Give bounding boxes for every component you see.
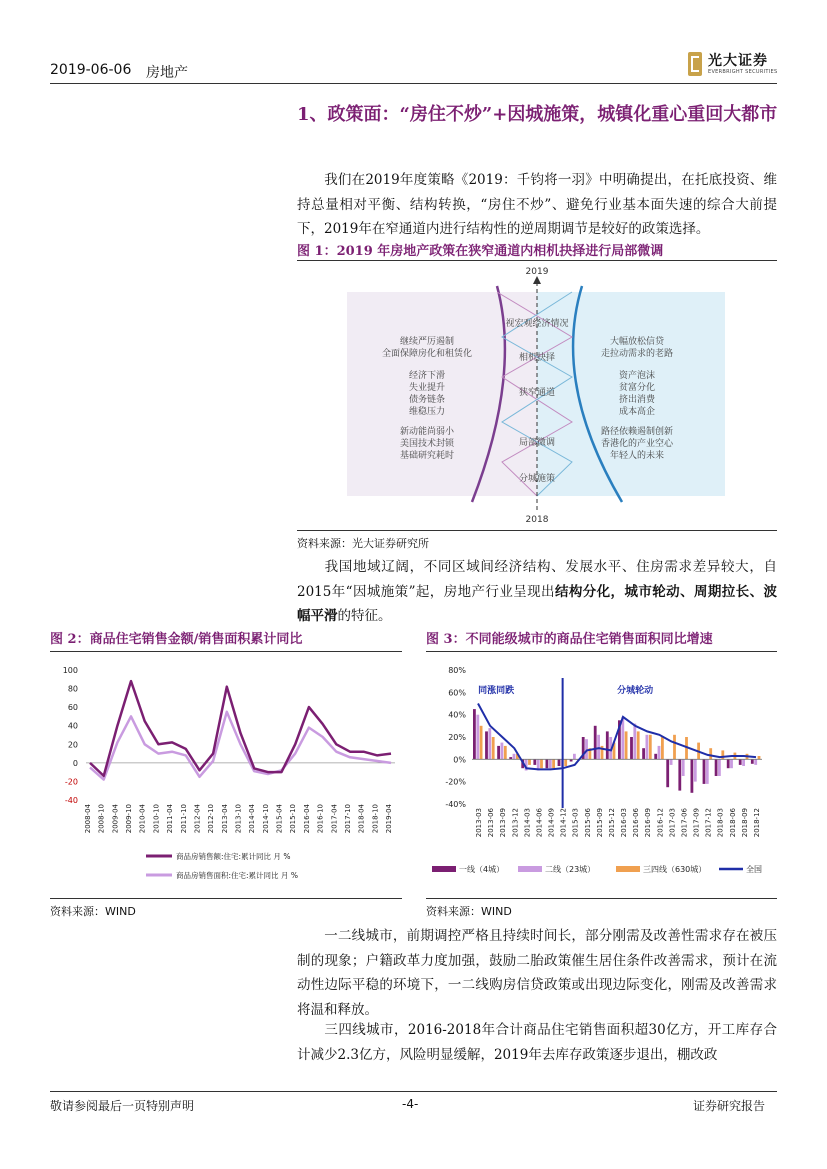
right-item: 贫富分化	[618, 383, 656, 393]
bar	[625, 731, 628, 759]
left-item: 全面保障房化和租赁化	[381, 349, 473, 359]
bar	[585, 739, 588, 759]
bar	[730, 759, 733, 768]
x-tick-label: 2017-04	[330, 804, 339, 834]
x-tick-label: 2018-06	[728, 808, 737, 838]
bar	[715, 759, 718, 776]
x-tick-label: 2016-06	[632, 808, 641, 838]
page-number: -4-	[402, 1097, 419, 1111]
report-date: 2019-06-06	[50, 62, 132, 78]
x-tick-label: 2018-09	[740, 808, 749, 838]
bar	[649, 735, 652, 760]
annotation-label: 同涨同跌	[478, 686, 515, 696]
x-tick-label: 2013-03	[475, 808, 484, 838]
y-tick-label: 60%	[448, 688, 466, 698]
center-item: 分城施策	[518, 474, 556, 484]
figure2-source: 资料来源：WIND	[50, 905, 136, 918]
x-tick-label: 2014-03	[523, 808, 532, 838]
bar	[488, 728, 491, 759]
bar	[673, 735, 676, 760]
y-tick-label: 40%	[448, 710, 466, 720]
figure1-title: 图 1：2019 年房地产政策在狭窄通道内相机抉择进行局部微调	[297, 244, 664, 259]
y-tick-label: -20%	[445, 777, 466, 787]
legend-swatch	[432, 866, 456, 872]
legend-label: 全国	[746, 865, 762, 874]
y-tick-label: 60	[67, 703, 78, 713]
bar	[630, 737, 633, 759]
x-tick-label: 2008-10	[97, 804, 106, 834]
bar	[633, 724, 636, 760]
bar	[646, 735, 649, 760]
bar	[709, 748, 712, 759]
bar	[703, 759, 706, 784]
footer-report-type: 证券研究报告	[693, 1099, 766, 1113]
figure3-rule	[426, 651, 777, 652]
bar	[742, 759, 745, 766]
right-item: 资产泡沫	[618, 371, 656, 381]
bar	[473, 709, 476, 759]
bar	[594, 726, 597, 760]
paragraph-highlight: 结构分化，城市轮动、周期拉长、波幅平滑	[297, 583, 777, 624]
x-tick-label: 2013-12	[511, 808, 520, 838]
x-tick-label: 2017-03	[668, 808, 677, 838]
x-tick-label: 2018-04	[357, 804, 366, 834]
bar	[654, 754, 657, 760]
x-tick-label: 2019-04	[385, 804, 393, 834]
legend-label: 商品房销售额:住宅:累计同比 月 %	[176, 852, 291, 861]
bar	[597, 735, 600, 760]
x-tick-label: 2015-10	[289, 804, 298, 834]
x-tick-label: 2014-12	[559, 808, 568, 838]
bar	[739, 759, 742, 765]
bar	[549, 759, 552, 768]
right-item: 香港化的产业空心	[600, 439, 674, 449]
legend-swatch	[518, 866, 542, 872]
bar	[480, 726, 483, 760]
figure1-rule	[297, 260, 777, 261]
bar	[661, 737, 664, 759]
x-tick-label: 2009-04	[111, 804, 120, 834]
center-item: 相机抉择	[518, 353, 556, 363]
bar	[637, 731, 640, 759]
y-tick-label: 80	[67, 684, 78, 694]
x-tick-label: 2016-12	[656, 808, 665, 838]
bar	[533, 759, 536, 765]
y-tick-label: 40	[67, 721, 78, 731]
x-tick-label: 2014-10	[261, 804, 270, 834]
x-tick-label: 2015-09	[595, 808, 604, 838]
bar	[606, 731, 609, 759]
paragraph-text: 三四线城市，2016-2018年合计商品住宅销售面积超30亿方，开工库存合计减少2.3亿方，风险明显缓解，2019年去库存政策逐步退出，棚改政	[297, 1022, 777, 1063]
figure1-diagram	[297, 262, 777, 530]
bar	[546, 759, 549, 768]
bar	[706, 759, 709, 784]
series-line	[90, 681, 391, 776]
x-tick-label: 2013-06	[487, 808, 496, 838]
figure3-source: 资料来源：WIND	[426, 905, 512, 918]
legend-label: 三四线（630城）	[643, 865, 707, 874]
center-item: 局部微调	[518, 438, 556, 448]
bar	[552, 759, 555, 768]
x-tick-label: 2010-10	[152, 804, 161, 834]
paragraph-strategy	[297, 168, 777, 242]
logo-text-en: EVERBRIGHT SECURITIES	[708, 69, 778, 75]
paragraph-regional	[297, 555, 777, 629]
y-tick-label: -40	[64, 796, 78, 805]
paragraph-tier12	[297, 924, 777, 1022]
bar	[558, 759, 561, 766]
bar	[476, 715, 479, 760]
figure3-title: 图 3：不同能级城市的商品住宅销售面积同比增速	[426, 632, 713, 647]
bar	[497, 746, 500, 759]
right-item: 走拉动需求的老路	[600, 349, 674, 359]
logo-text-cn: 光大证券	[708, 53, 768, 69]
bar	[678, 759, 681, 790]
footer-divider	[50, 1091, 777, 1092]
bar	[751, 759, 754, 764]
left-item: 债务链条	[408, 395, 446, 405]
bar	[727, 759, 730, 768]
annotation-label: 分城轮动	[617, 686, 654, 696]
x-tick-label: 2015-03	[571, 808, 580, 838]
bar	[621, 717, 624, 759]
center-item: 视宏观经济情况	[505, 319, 569, 329]
right-item: 大幅放松信贷	[609, 337, 665, 347]
y-tick-label: 20	[67, 740, 78, 750]
paragraph-tier34	[297, 1018, 777, 1067]
legend-label: 二线（23城）	[545, 865, 596, 874]
x-tick-label: 2017-09	[692, 808, 701, 838]
bar	[691, 759, 694, 793]
report-category: 房地产	[146, 65, 188, 81]
legend-label: 商品房销售面积:住宅:累计同比 月 %	[176, 871, 298, 880]
bar	[513, 754, 516, 760]
left-item: 新动能尚弱小	[399, 427, 455, 437]
x-tick-label: 2018-10	[371, 804, 380, 834]
bar	[682, 759, 685, 776]
label-2018: 2018	[525, 515, 549, 525]
bar	[666, 759, 669, 787]
bar	[694, 759, 697, 781]
y-tick-label: -40%	[445, 800, 466, 809]
company-logo	[688, 50, 780, 80]
y-tick-label: 100	[62, 666, 78, 675]
bar	[492, 737, 495, 759]
paragraph-text: 我国地域辽阔，不同区域间经济结构、发展水平、住房需求差异较大，自2015年“因城施策”起，房地产行业呈现出	[297, 559, 777, 600]
x-tick-label: 2010-04	[138, 804, 147, 834]
figure2-chart	[50, 654, 402, 894]
x-tick-label: 2016-04	[302, 804, 311, 834]
y-tick-label: -20	[64, 777, 78, 787]
x-tick-label: 2008-04	[84, 804, 92, 834]
paragraph-text: 一二线城市，前期调控严格且持续时间长，部分刚需及改善性需求存在被压制的现象；户籍政革力度加强，鼓励二胎政策催生居住条件改善需求，预计在流动性边际平稳的环境下，一二线购房信贷政策或出现边际变化，刚需及改善需求将温和释放。	[297, 928, 777, 1018]
left-item: 经济下滑	[408, 371, 446, 381]
y-tick-label: 80%	[448, 666, 466, 675]
paragraph-text: 我们在2019年度策略《2019：千钧将一羽》中明确提出，在托底投资、维持总量相对平衡、结构转换，“房住不炒”、避免行业基本面失速的综合大前提下，2019年在窄通道内进行结构性的逆周期调节是较好的政策选择。	[297, 172, 777, 237]
bar	[658, 746, 661, 759]
x-tick-label: 2018-03	[716, 808, 725, 838]
right-item: 挤出消费	[618, 395, 656, 405]
bar	[504, 746, 507, 759]
x-tick-label: 2011-04	[166, 804, 175, 834]
x-tick-label: 2013-09	[499, 808, 508, 838]
bar	[758, 756, 761, 759]
figure2-rule	[50, 651, 402, 652]
x-tick-label: 2017-06	[680, 808, 689, 838]
logo-mark-icon	[688, 52, 702, 76]
footer-disclaimer: 敬请参阅最后一页特别声明	[50, 1099, 195, 1113]
x-tick-label: 2013-04	[220, 804, 229, 834]
x-tick-label: 2016-10	[316, 804, 325, 834]
bar	[721, 750, 724, 759]
bar	[573, 754, 576, 760]
label-2019: 2019	[525, 267, 549, 277]
bar	[540, 759, 543, 768]
y-tick-label: 0	[72, 758, 78, 768]
x-tick-label: 2015-12	[607, 808, 616, 838]
bar	[718, 759, 721, 776]
bar	[642, 748, 645, 759]
figure1-source: 资料来源：光大证券研究所	[297, 537, 429, 550]
legend-label: 一线（4城）	[459, 865, 505, 874]
right-item: 路径依赖遏制创新	[600, 427, 674, 437]
bar	[485, 731, 488, 759]
x-tick-label: 2017-10	[343, 804, 352, 834]
left-item: 继续严厉遏制	[399, 337, 455, 347]
bar	[670, 759, 673, 765]
figure3-chart	[426, 654, 777, 894]
bar	[754, 759, 757, 765]
x-tick-label: 2014-09	[547, 808, 556, 838]
left-item: 维稳压力	[408, 407, 446, 417]
bar	[501, 743, 504, 760]
bar	[528, 759, 531, 765]
x-tick-label: 2015-04	[275, 804, 284, 834]
right-item: 年轻人的未来	[609, 451, 665, 461]
legend-swatch	[616, 866, 640, 872]
x-tick-label: 2016-03	[620, 808, 629, 838]
paragraph-text: 的特征。	[337, 608, 392, 624]
right-item: 成本高企	[618, 407, 656, 417]
x-tick-label: 2014-06	[535, 808, 544, 838]
x-tick-label: 2014-04	[248, 804, 257, 834]
time-axis-arrow-icon	[533, 276, 541, 284]
x-tick-label: 2009-10	[125, 804, 134, 834]
x-tick-label: 2012-04	[193, 804, 202, 834]
center-item: 狭窄通道	[518, 388, 556, 398]
x-tick-label: 2017-12	[704, 808, 713, 838]
x-tick-label: 2013-10	[234, 804, 243, 834]
left-item: 基础研究耗时	[399, 451, 455, 461]
figure2-source-rule	[50, 898, 402, 899]
figure1-source-rule	[297, 530, 777, 531]
header-divider	[50, 83, 777, 84]
figure2-title: 图 2：商品住宅销售金额/销售面积累计同比	[50, 632, 303, 647]
x-tick-label: 2015-06	[583, 808, 592, 838]
x-tick-label: 2018-12	[752, 808, 761, 838]
x-tick-label: 2012-10	[207, 804, 216, 834]
left-item: 失业提升	[408, 383, 446, 393]
series-line	[90, 712, 391, 780]
bar	[564, 759, 567, 766]
x-tick-label: 2011-10	[179, 804, 188, 834]
y-tick-label: 20%	[448, 733, 466, 742]
section-title: 1、政策面：“房住不炒”+因城施策，城镇化重心重回大都市	[297, 104, 778, 125]
x-tick-label: 2016-09	[644, 808, 653, 838]
figure3-source-rule	[426, 898, 777, 899]
y-tick-label: 0%	[453, 755, 466, 765]
left-item: 美国技术封锁	[399, 439, 455, 449]
